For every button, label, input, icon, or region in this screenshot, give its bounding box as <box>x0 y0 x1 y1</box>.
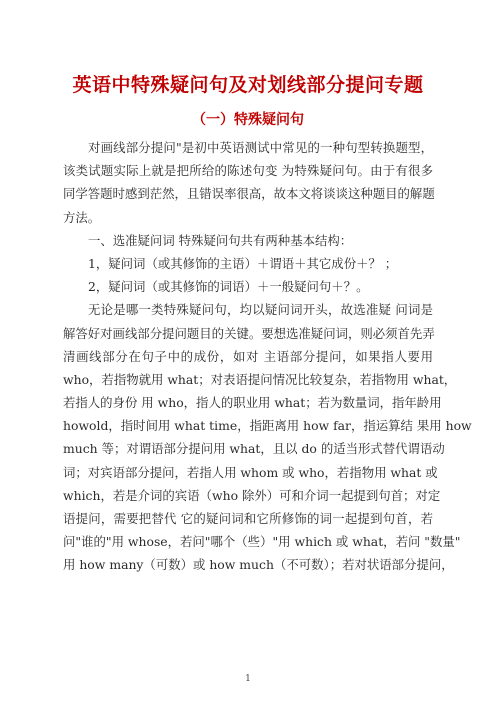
body-text-line: 对画线部分提问"是初中英语测试中常见的一种句型转换题型， <box>88 140 433 155</box>
body-text-line: 2，疑问词（或其修饰的词语）＋一般疑问句＋？。 <box>88 279 369 295</box>
body-text-line: much 等；对谓语部分提问用 what，且以 do 的适当形式替代谓语动 <box>63 441 445 457</box>
body-text-line: 用 how many（可数）或 how much（不可数）；若对状语部分提问， <box>63 557 454 573</box>
body-text-line: which，若是介词的宾语（who 除外）可和介词一起提到句首；对定 <box>63 487 441 503</box>
body-text-line: 词；对宾语部分提问，若指人用 whom 或 who，若指物用 what 或 <box>63 464 438 480</box>
body-text-line: 该类试题实际上就是把所给的陈述句变 为特殊疑问句。由于有很多 <box>63 163 433 179</box>
body-text-line: 若指人的身份 用 who，指人的职业用 what；若为数量词，指年龄用 <box>63 395 442 411</box>
body-text-line: 问"谁的"用 whose，若问"哪个（些）"用 which 或 what，若问 "数量" <box>63 534 461 550</box>
body-text-line: 解答好对画线部分提问题目的关键。要想选准疑问词，则必须首先弄 <box>63 325 435 341</box>
body-text-line: who，若指物就用 what；对表语提问情况比较复杂，若指物用 what， <box>63 371 457 387</box>
body-text-line: 同学答题时感到茫然，且错误率很高，故本文将谈谈这种题目的解题 <box>63 186 435 202</box>
body-text-line: 无论是哪一类特殊疑问句，均以疑问词开头，故选准疑 问词是 <box>88 302 433 318</box>
document-body <box>63 136 472 577</box>
body-text-line: 清画线部分在句子中的成份，如对 主语部分提问，如果指人要用 <box>63 348 433 364</box>
document-title: 英语中特殊疑问句及对划线部分提问专题 <box>72 74 424 96</box>
page-number: 1 <box>245 674 251 684</box>
body-text-line: 语提问，需要把替代 它的疑问词和它所修饰的词一起提到句首，若 <box>63 511 433 526</box>
body-text-line: howold，指时间用 what time，指距离用 how far，指运算结 果用 how <box>63 418 472 434</box>
body-text-line: 方法。 <box>63 209 101 225</box>
body-text-line: 1，疑问词（或其修饰的主语）＋谓语＋其它成份＋？ ； <box>88 255 398 271</box>
section-heading: （一）特殊疑问句 <box>192 112 304 128</box>
body-text-line: 一、选准疑问词 特殊疑问句共有两种基本结构： <box>88 232 353 248</box>
